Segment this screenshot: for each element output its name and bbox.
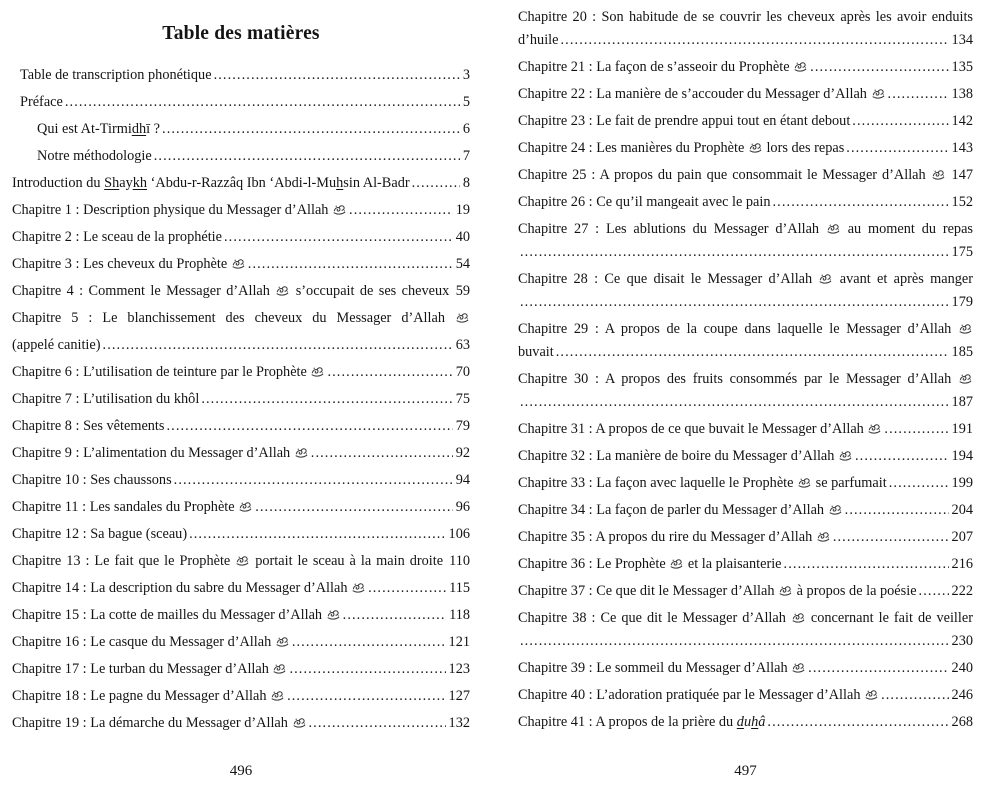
- dot-leader: [808, 657, 948, 680]
- entry-text: Chapitre 22 : La manière de s’accouder du Messager d’Allah: [518, 83, 886, 106]
- saws-icon: [792, 661, 805, 673]
- toc-entry-line: [12, 467, 470, 494]
- page-ref: 54: [455, 256, 470, 272]
- page-ref: 135: [951, 59, 973, 75]
- toc-entry-line: [12, 548, 470, 575]
- page-ref: 19: [455, 202, 470, 218]
- dot-leader: [103, 332, 453, 359]
- toc-entry-line: [518, 418, 973, 441]
- entry-text: Chapitre 32 : La manière de boire du Messager d’Allah: [518, 445, 853, 468]
- dot-leader: [520, 391, 949, 414]
- dot-leader: [201, 386, 452, 413]
- page-ref: 6: [462, 121, 470, 137]
- dot-leader: [224, 224, 453, 251]
- saws-icon: [819, 272, 832, 284]
- entry-text: Chapitre 41 : A propos de la prière du duhâ: [518, 714, 766, 730]
- saws-icon: [959, 322, 972, 334]
- toc-entry-line: [518, 241, 973, 264]
- saws-icon: [865, 688, 878, 700]
- entry-text: Chapitre 20 : Son habitude de se couvrir les cheveux après les avoir enduits: [518, 9, 973, 25]
- saws-icon: [276, 284, 289, 296]
- page-ref: 75: [455, 391, 470, 407]
- dot-leader: [881, 684, 948, 707]
- saws-icon: [794, 60, 807, 72]
- page-ref: 118: [449, 607, 470, 623]
- entry-text: Chapitre 10 : Ses chaussons: [12, 472, 172, 488]
- toc-entry-line: [12, 197, 470, 224]
- toc-entry-line: [12, 116, 470, 143]
- toc-entry-line: [518, 137, 973, 160]
- dot-leader: [520, 241, 949, 264]
- dot-leader: [919, 580, 949, 603]
- toc-entry-line: [518, 56, 973, 79]
- dot-leader: [349, 197, 453, 224]
- dot-leader: [784, 553, 949, 576]
- saws-icon: [456, 311, 469, 323]
- toc-entry-line: [12, 656, 470, 683]
- saws-icon: [872, 87, 885, 99]
- dot-leader: [889, 472, 949, 495]
- page-ref: 246: [951, 687, 973, 703]
- toc-entry-line: [12, 143, 470, 170]
- saws-icon: [232, 257, 245, 269]
- toc-entry-line: [518, 341, 973, 364]
- saws-icon: [276, 635, 289, 647]
- dot-leader: [214, 62, 460, 89]
- dot-leader: [289, 656, 445, 683]
- entry-text: Chapitre 36 : Le Prophète et la plaisanterie: [518, 556, 782, 572]
- page-ref: 96: [455, 499, 470, 515]
- toc-entry-line: [12, 170, 470, 197]
- saws-icon: [236, 554, 249, 566]
- toc-entry-line: [518, 607, 973, 630]
- saws-icon: [333, 203, 346, 215]
- entry-text: d’huile: [518, 32, 559, 48]
- page-ref: 187: [951, 394, 973, 410]
- entry-text: (appelé canitie): [12, 337, 101, 353]
- entry-text: Chapitre 35 : A propos du rire du Messager d’Allah: [518, 526, 831, 549]
- page-ref: 179: [951, 294, 973, 310]
- page-ref: 5: [462, 94, 470, 110]
- toc-entry-line: [518, 711, 973, 734]
- page-ref: 240: [951, 660, 973, 676]
- dot-leader: [412, 170, 460, 197]
- entry-text: Chapitre 18 : Le pagne du Messager d’Allah: [12, 683, 285, 710]
- entry-text: Chapitre 33 : La façon avec laquelle le Prophète se parfumait: [518, 475, 887, 491]
- entry-text: Chapitre 5 : Le blanchissement des cheveux du Messager d’Allah: [12, 310, 470, 326]
- dot-leader: [292, 629, 446, 656]
- entry-text: Chapitre 14 : La description du sabre du Messager d’Allah: [12, 575, 366, 602]
- dot-leader: [855, 445, 949, 468]
- toc-entry-line: [518, 472, 973, 495]
- page-ref: 106: [448, 526, 470, 542]
- saws-icon: [798, 476, 811, 488]
- page-ref: 147: [951, 167, 973, 183]
- dot-leader: [773, 191, 949, 214]
- dot-leader: [327, 359, 452, 386]
- toc-entry-line: [518, 110, 973, 133]
- entry-text: buvait: [518, 344, 554, 360]
- entry-text: Chapitre 38 : Ce que dit le Messager d’Allah concernant le fait de veiller: [518, 610, 973, 626]
- entry-text: Qui est At-Tirmidhī ?: [37, 121, 161, 137]
- page-ref: 175: [951, 244, 973, 260]
- dot-leader: [846, 137, 948, 160]
- dot-leader: [154, 143, 460, 170]
- toc-entry-line: [518, 318, 973, 341]
- dot-leader: [65, 89, 460, 116]
- saws-icon: [295, 446, 308, 458]
- toc-entry-line: [12, 413, 470, 440]
- page-ref: 152: [951, 194, 973, 210]
- page-ref: 115: [449, 580, 470, 596]
- page-ref: 121: [448, 634, 470, 650]
- page-ref: 123: [448, 661, 470, 677]
- page-ref: 79: [455, 418, 470, 434]
- saws-icon: [839, 449, 852, 461]
- page-ref: 127: [448, 688, 470, 704]
- saws-icon: [779, 584, 792, 596]
- page-ref: 63: [455, 337, 470, 353]
- page-ref: 59: [455, 283, 470, 299]
- toc-entry-line: [12, 521, 470, 548]
- page-ref: 204: [951, 502, 973, 518]
- page-ref: 40: [455, 229, 470, 245]
- page-ref: 110: [449, 553, 470, 569]
- page-ref: 134: [951, 32, 973, 48]
- toc-entry-line: [12, 575, 470, 602]
- entry-text: Chapitre 40 : L’adoration pratiquée par le Messager d’Allah: [518, 684, 879, 707]
- dot-leader: [189, 521, 445, 548]
- entry-text: Table de transcription phonétique: [20, 67, 212, 83]
- toc-entry-line: [518, 291, 973, 314]
- page-ref: 207: [951, 529, 973, 545]
- dot-leader: [287, 683, 445, 710]
- page-ref: 194: [951, 448, 973, 464]
- dot-leader: [162, 116, 460, 143]
- toc-entry-line: [12, 89, 470, 116]
- toc-entry-line: [12, 62, 470, 89]
- folio-number: 496: [229, 763, 253, 779]
- entry-text: Chapitre 13 : Le fait que le Prophète portait le sceau à la main droite: [12, 553, 444, 569]
- toc-entry-line: [518, 6, 973, 29]
- page-ref: 230: [951, 633, 973, 649]
- toc-page-right: [499, 0, 998, 800]
- dot-leader: [166, 413, 452, 440]
- dot-leader: [520, 291, 949, 314]
- page-ref: 143: [951, 140, 973, 156]
- toc-entry-line: [518, 268, 973, 291]
- page-ref: 142: [951, 113, 973, 129]
- page-ref: 222: [951, 583, 973, 599]
- toc-entry-line: [12, 278, 470, 305]
- page-ref: 7: [462, 148, 470, 164]
- toc-entry-line: [518, 368, 973, 391]
- toc-entry-line: [518, 499, 973, 522]
- dot-leader: [309, 710, 446, 737]
- page-ref: 199: [951, 475, 973, 491]
- dot-leader: [311, 440, 453, 467]
- page-ref: 191: [951, 421, 973, 437]
- entry-text: Chapitre 2 : Le sceau de la prophétie: [12, 229, 222, 245]
- saws-icon: [311, 365, 324, 377]
- saws-icon: [827, 222, 840, 234]
- saws-icon: [932, 168, 945, 180]
- dot-leader: [368, 575, 446, 602]
- page-ref: 132: [448, 715, 470, 731]
- dot-leader: [884, 418, 948, 441]
- entry-text: Chapitre 23 : Le fait de prendre appui tout en étant debout: [518, 113, 851, 129]
- dot-leader: [845, 499, 949, 522]
- toc-entry-line: [12, 224, 470, 251]
- dot-leader: [248, 251, 453, 278]
- entry-text: Chapitre 30 : A propos des fruits consommés par le Messager d’Allah: [518, 371, 973, 387]
- saws-icon: [271, 689, 284, 701]
- page-ref: 8: [462, 175, 470, 191]
- toc-entry-line: [518, 684, 973, 707]
- entry-text: Chapitre 31 : A propos de ce que buvait le Messager d’Allah: [518, 418, 882, 441]
- toc-entry-line: [12, 251, 470, 278]
- dot-leader: [767, 711, 948, 734]
- toc-entry-line: [12, 332, 470, 359]
- toc-entry-line: [518, 391, 973, 414]
- entry-text: Chapitre 24 : Les manières du Prophète lors des repas: [518, 140, 845, 156]
- saws-icon: [670, 557, 683, 569]
- toc-entry-line: [518, 191, 973, 214]
- toc-entry-line: [518, 83, 973, 106]
- saws-icon: [817, 530, 830, 542]
- saws-icon: [293, 716, 306, 728]
- entry-text: Chapitre 17 : Le turban du Messager d’Allah: [12, 656, 287, 683]
- entry-text: Chapitre 1 : Description physique du Messager d’Allah: [12, 197, 347, 224]
- toc-entry-line: [12, 386, 470, 413]
- dot-leader: [852, 110, 948, 133]
- toc-entry-line: [518, 445, 973, 468]
- entry-text: Chapitre 7 : L’utilisation du khôl: [12, 391, 200, 407]
- saws-icon: [273, 662, 286, 674]
- toc-entries-right: [518, 6, 973, 734]
- page-ref: 185: [951, 344, 973, 360]
- toc-title: Table des matières: [162, 23, 320, 44]
- entry-text: Chapitre 25 : A propos du pain que consommait le Messager d’Allah: [518, 167, 946, 183]
- dot-leader: [520, 630, 949, 653]
- entry-text: Chapitre 29 : A propos de la coupe dans laquelle le Messager d’Allah: [518, 321, 973, 337]
- entry-text: Chapitre 39 : Le sommeil du Messager d’Allah: [518, 657, 806, 680]
- toc-entry-line: [12, 710, 470, 737]
- entry-text: Chapitre 4 : Comment le Messager d’Allah s’occupait de ses cheveux: [12, 283, 450, 299]
- toc-entry-line: [518, 657, 973, 680]
- entry-text: Introduction du Shaykh ‘Abdu-r-Razzâq Ibn ‘Abdi-l-Muhsin Al-Badr: [12, 175, 410, 191]
- dot-leader: [343, 602, 446, 629]
- dot-leader: [833, 526, 949, 549]
- saws-icon: [239, 500, 252, 512]
- dot-leader: [561, 29, 949, 52]
- page-ref: 92: [455, 445, 470, 461]
- dot-leader: [174, 467, 453, 494]
- toc-entry-line: [518, 553, 973, 576]
- saws-icon: [749, 141, 762, 153]
- saws-icon: [792, 611, 805, 623]
- toc-entry-line: [518, 526, 973, 549]
- toc-entry-line: [518, 580, 973, 603]
- dot-leader: [810, 56, 948, 79]
- toc-entry-line: [12, 359, 470, 386]
- toc-entry-line: [518, 630, 973, 653]
- toc-entry-line: [518, 164, 973, 187]
- entry-text: Chapitre 12 : Sa bague (sceau): [12, 526, 188, 542]
- entry-text: Chapitre 3 : Les cheveux du Prophète: [12, 251, 246, 278]
- page-ref: 70: [455, 364, 470, 380]
- folio-number: 497: [734, 763, 757, 779]
- page-ref: 216: [951, 556, 973, 572]
- entry-text: Chapitre 21 : La façon de s’asseoir du Prophète: [518, 56, 808, 79]
- toc-entry-line: [12, 602, 470, 629]
- entry-text: Chapitre 27 : Les ablutions du Messager d’Allah au moment du repas: [518, 221, 973, 237]
- entry-text: Chapitre 8 : Ses vêtements: [12, 418, 165, 434]
- page-ref: 138: [951, 86, 973, 102]
- page-ref: 3: [462, 67, 470, 83]
- entry-text: Chapitre 9 : L’alimentation du Messager d’Allah: [12, 440, 309, 467]
- entry-text: Chapitre 11 : Les sandales du Prophète: [12, 494, 253, 521]
- toc-entry-line: [12, 629, 470, 656]
- dot-leader: [255, 494, 453, 521]
- entry-text: Chapitre 26 : Ce qu’il mangeait avec le pain: [518, 194, 771, 210]
- entry-text: Chapitre 6 : L’utilisation de teinture par le Prophète: [12, 359, 325, 386]
- dot-leader: [888, 83, 949, 106]
- dot-leader: [556, 341, 949, 364]
- entry-text: Préface: [20, 94, 63, 110]
- page-ref: 268: [951, 714, 973, 730]
- entry-text: Chapitre 16 : Le casque du Messager d’Allah: [12, 629, 290, 656]
- toc-entries-left: [12, 62, 470, 737]
- toc-entry-line: [518, 29, 973, 52]
- toc-entry-line: [12, 683, 470, 710]
- saws-icon: [829, 503, 842, 515]
- page-ref: 94: [455, 472, 470, 488]
- saws-icon: [959, 372, 972, 384]
- entry-text: Chapitre 19 : La démarche du Messager d’Allah: [12, 710, 307, 737]
- entry-text: Chapitre 37 : Ce que dit le Messager d’Allah à propos de la poésie: [518, 583, 917, 599]
- entry-text: Chapitre 34 : La façon de parler du Messager d’Allah: [518, 499, 843, 522]
- entry-text: Notre méthodologie: [37, 148, 152, 164]
- toc-entry-line: [12, 440, 470, 467]
- saws-icon: [868, 422, 881, 434]
- toc-entry-line: [12, 494, 470, 521]
- saws-icon: [352, 581, 365, 593]
- entry-text: Chapitre 15 : La cotte de mailles du Messager d’Allah: [12, 602, 341, 629]
- toc-entry-line: [12, 305, 470, 332]
- entry-text: Chapitre 28 : Ce que disait le Messager d’Allah avant et après manger: [518, 271, 973, 287]
- saws-icon: [327, 608, 340, 620]
- toc-entry-line: [518, 218, 973, 241]
